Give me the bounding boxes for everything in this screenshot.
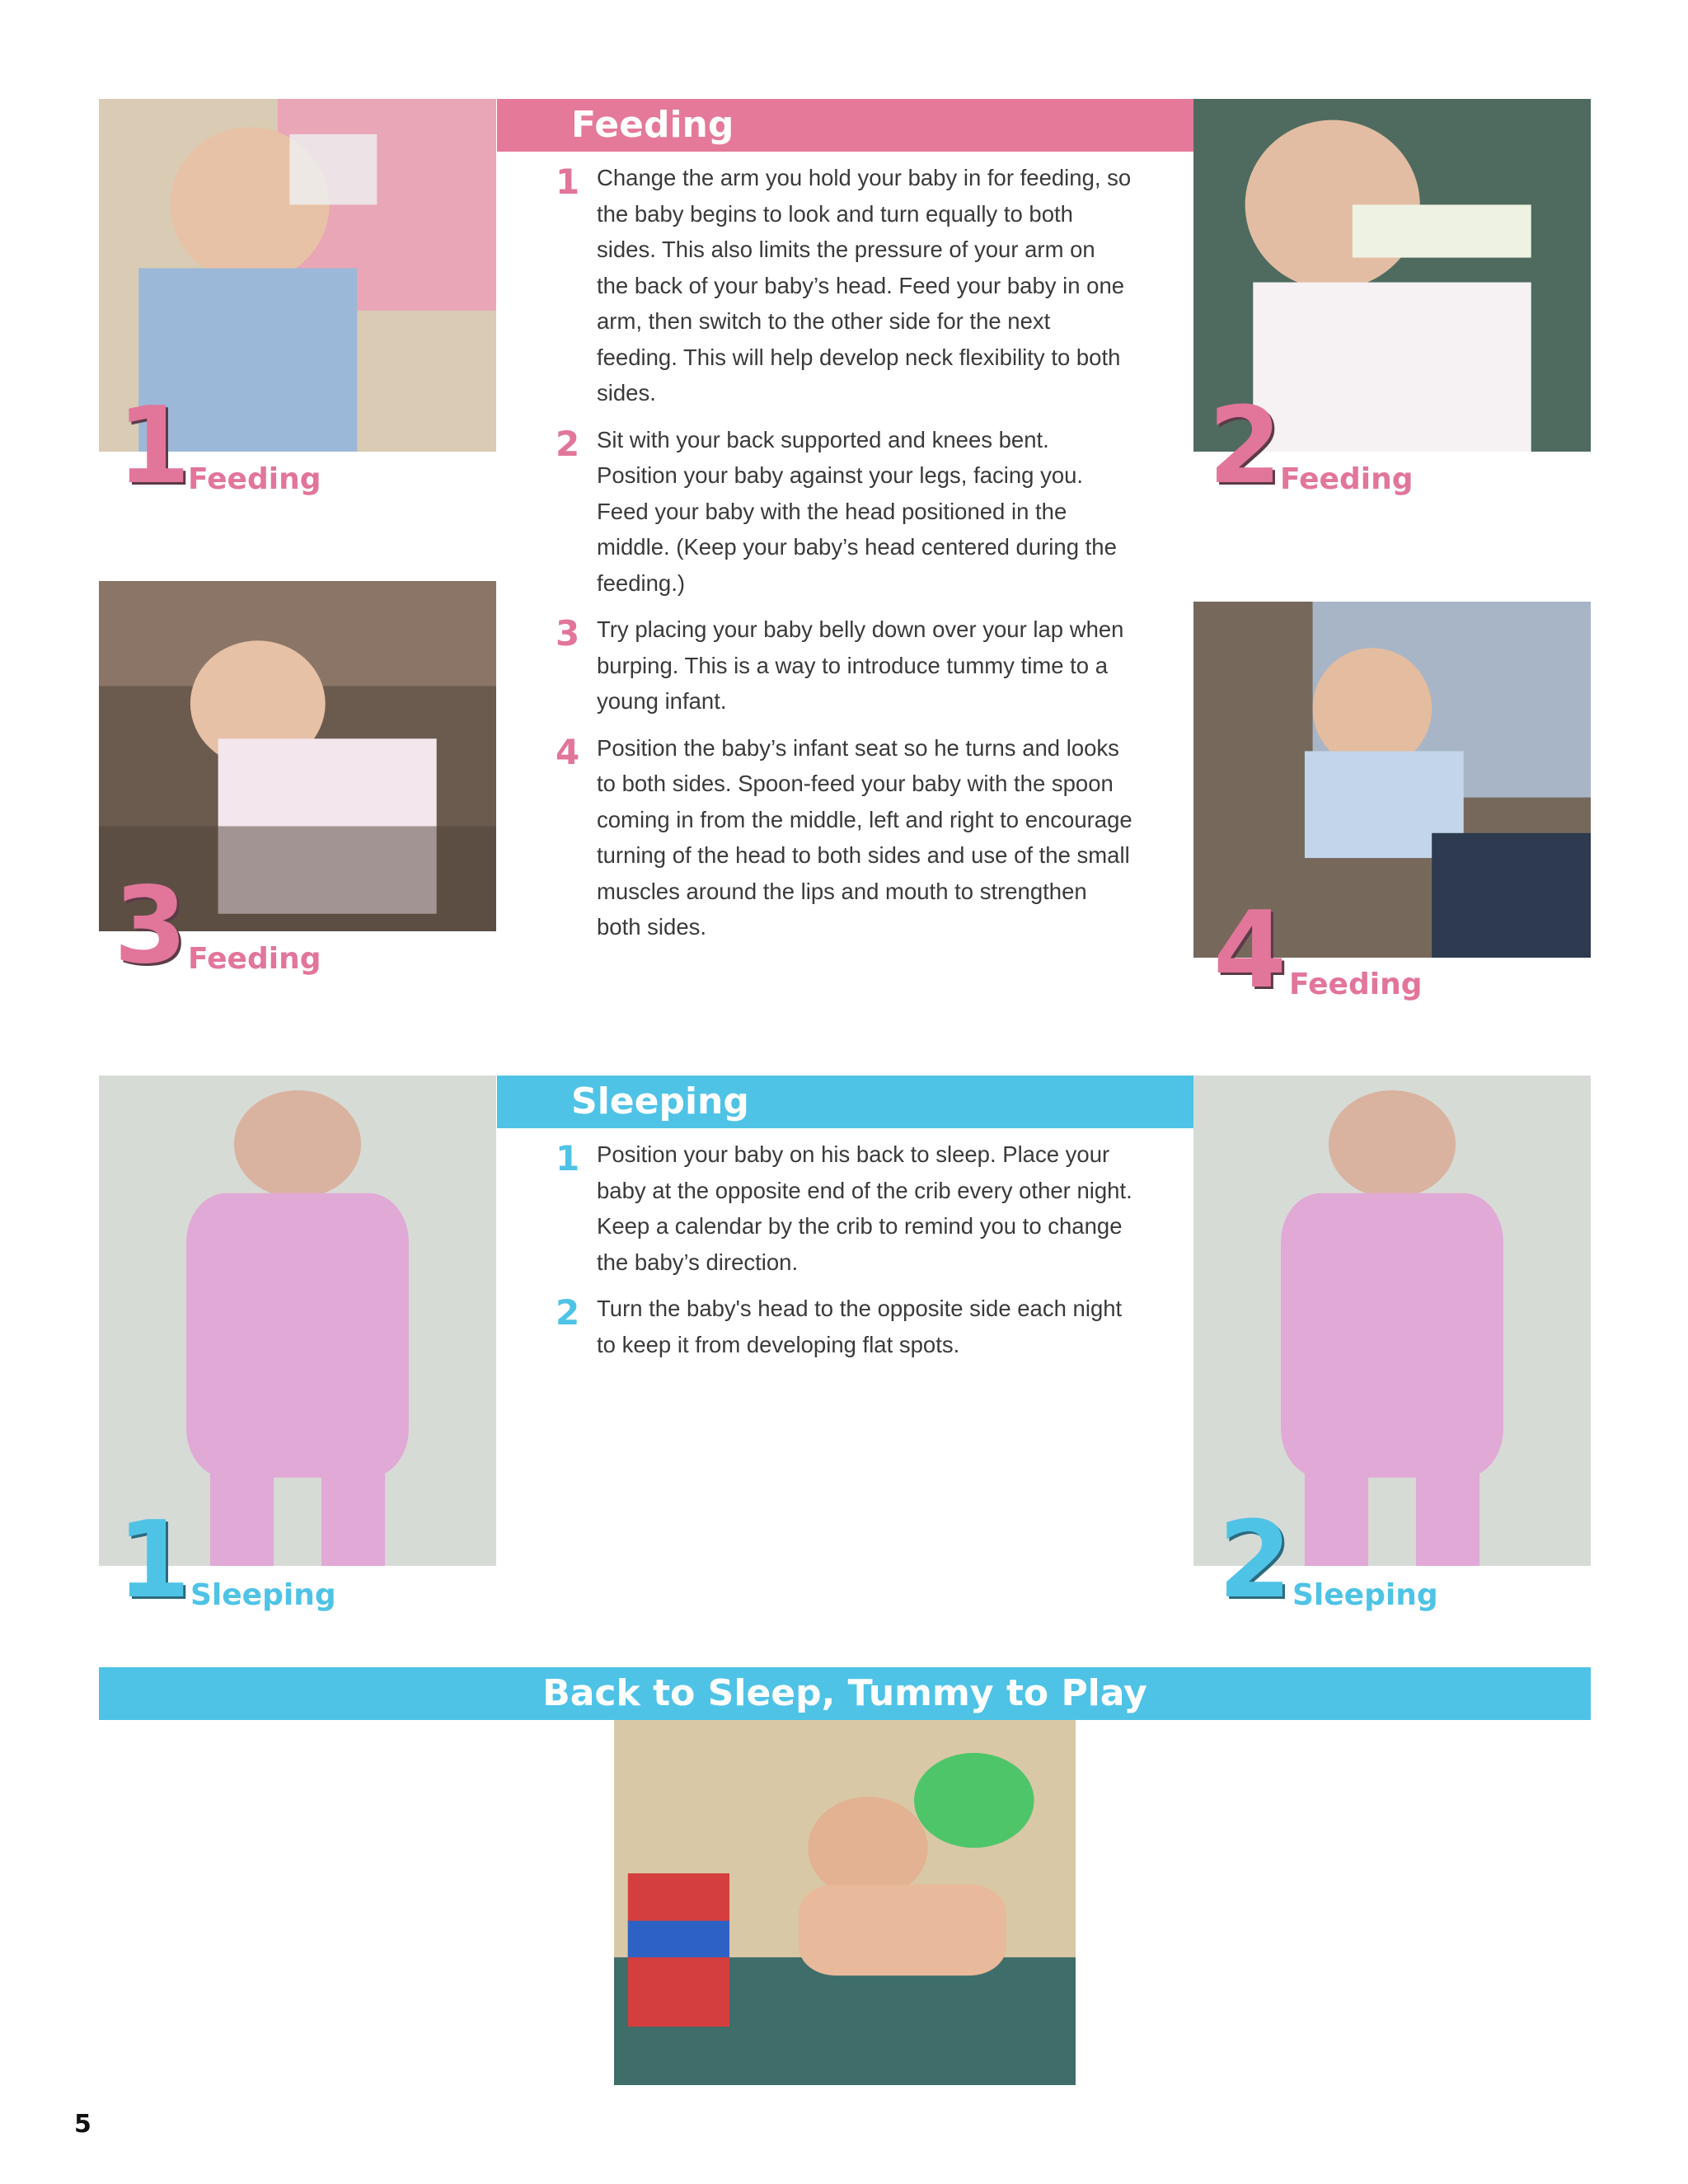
feeding-caption-1-number: 1 — [117, 385, 188, 508]
tummy-heading: Back to Sleep, Tummy to Play — [542, 1672, 1147, 1714]
photo-sleeping-1 — [99, 1076, 496, 1566]
sleeping-step-2-text: Turn the baby's head to the opposite side each night to keep it from developing flat spots. — [597, 1296, 1123, 1357]
feeding-heading: Feeding — [571, 104, 734, 146]
sleeping-caption-2-label: Sleeping — [1292, 1578, 1438, 1612]
sleeping-heading-band — [497, 1076, 1193, 1128]
feeding-heading-band — [497, 99, 1193, 152]
feeding-step-4-text: Position the baby’s infant seat so he turns and looks to both sides. Spoon-feed your baby with the spoon coming in from the middle, left and right to encourage turning of the head to both sides and use of the small muscles around the lips and mouth to strengthen both sides. — [597, 734, 1132, 940]
feeding-caption-3-label: Feeding — [188, 942, 321, 976]
feeding-step-1-text: Change the arm you hold your baby in for feeding, so the baby begins to look and turn equally to both sides. This also limits the pressure of your arm on the back of your baby’s head. Feed your baby in one arm, then switch to the other side for the next feeding. This will help develop neck flexibility to both sides. — [597, 165, 1132, 405]
list-item — [556, 1291, 1132, 1362]
photo-tummy-time — [614, 1720, 1076, 2085]
photo-sleeping-2 — [1193, 1076, 1591, 1566]
feeding-step-2-text: Sit with your back supported and knees bent. Position your baby against your legs, facing you. Feed your baby with the head positioned in the middle. (Keep your baby’s head centered during the feeding.) — [597, 426, 1117, 596]
sleeping-step-1-text: Position your baby on his back to sleep. Place your baby at the opposite end of the crib every other night. Keep a calendar by the crib to remind you to change the baby’s direction. — [597, 1141, 1132, 1275]
feeding-step-3-text: Try placing your baby belly down over your lap when burping. This is a way to introduce tummy time to a young infant. — [597, 616, 1124, 714]
sleeping-step-1-number: 1 — [556, 1138, 580, 1179]
feeding-caption-1-label: Feeding — [188, 462, 321, 496]
feeding-step-2-number: 2 — [556, 423, 580, 464]
sleeping-step-2-number: 2 — [556, 1292, 580, 1333]
list-item — [556, 730, 1132, 945]
page-number: 5 — [74, 2110, 91, 2139]
feeding-caption-4-label: Feeding — [1289, 968, 1423, 1001]
sleeping-caption-2-number: 2 — [1218, 1499, 1289, 1622]
feeding-step-1-number: 1 — [556, 162, 580, 202]
feeding-caption-2-number: 2 — [1208, 385, 1279, 508]
sleeping-caption-1-label: Sleeping — [190, 1578, 336, 1612]
list-item — [556, 160, 1132, 411]
feeding-step-3-number: 3 — [556, 613, 580, 654]
feeding-step-4-number: 4 — [556, 731, 580, 772]
sleeping-instructions — [556, 1137, 1132, 1362]
sleeping-heading: Sleeping — [571, 1080, 749, 1122]
tummy-heading-band — [99, 1667, 1591, 1720]
list-item — [556, 422, 1132, 602]
feeding-caption-4-number: 4 — [1213, 889, 1284, 1012]
feeding-instructions — [556, 160, 1132, 945]
list-item — [556, 612, 1132, 719]
sleeping-caption-1-number: 1 — [117, 1499, 188, 1622]
feeding-caption-3-number: 3 — [114, 865, 185, 987]
list-item — [556, 1137, 1132, 1280]
feeding-caption-2-label: Feeding — [1280, 462, 1414, 496]
